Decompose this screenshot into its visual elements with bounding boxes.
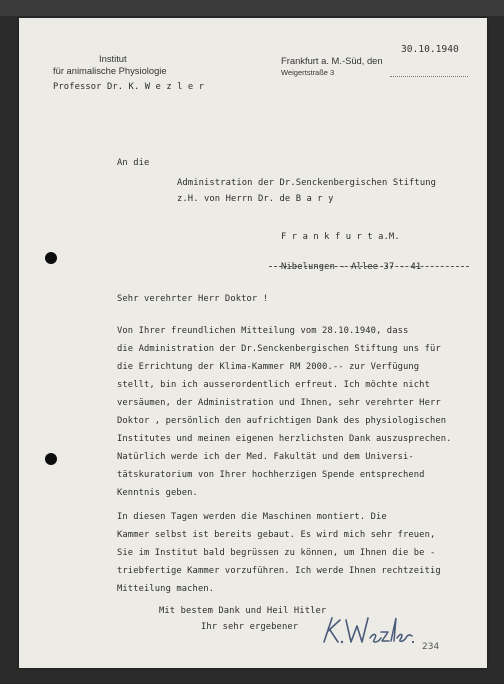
handwritten-signature [318, 612, 416, 650]
institute-name-line1: Institut [99, 53, 127, 64]
recipient-to: An die [117, 158, 150, 168]
body-line: die Errichtung der Klima-Kammer RM 2000.-- zur Verfügung [117, 362, 420, 372]
scanner-top-strip [0, 0, 504, 16]
body-line: Sie im Institut bald begrüssen zu können, um Ihnen die be - [117, 548, 436, 558]
closing-line1: Mit bestem Dank und Heil Hitler [159, 606, 327, 616]
letter-page [19, 18, 487, 668]
closing-line2: Ihr sehr ergebener [201, 622, 299, 632]
body-line: Von Ihrer freundlichen Mitteilung vom 28.10.1940, dass [117, 326, 409, 336]
recipient-line2: z.H. von Herrn Dr. de B a r y [177, 194, 334, 204]
body-line: versäumen, der Administration und Ihnen, sehr verehrter Herr [117, 398, 441, 408]
professor-name: Professor Dr. K. W e z l e r [53, 82, 205, 92]
body-line: stellt, bin ich ausserordentlich erfreut. Ich möchte nicht [117, 380, 430, 390]
punch-hole-bottom [45, 453, 57, 465]
body-line: Doktor , persönlich den aufrichtigen Dank des physiologischen [117, 416, 447, 426]
punch-hole-top [45, 252, 57, 264]
recipient-city: F r a n k f u r t a.M. [281, 232, 400, 242]
body-line: Kammer selbst ist bereits gebaut. Es wird mich sehr freuen, [117, 530, 436, 540]
body-line: Institutes und meinen eigenen herzlichsten Dank auszusprechen. [117, 434, 452, 444]
letterhead-place: Frankfurt a. M.-Süd, den [281, 55, 383, 66]
body-line: Mitteilung machen. [117, 584, 215, 594]
body-line: tätskuratorium von Ihrer hochherzigen Spende entsprechend [117, 470, 425, 480]
body-line: triebfertige Kammer vorzuführen. Ich werde Ihnen rechtzeitig [117, 566, 441, 576]
salutation: Sehr verehrter Herr Doktor ! [117, 294, 269, 304]
recipient-line1: Administration der Dr.Senckenbergischen Stiftung [177, 178, 437, 188]
body-line: Kenntnis geben. [117, 488, 198, 498]
recipient-street: Nibelungen - Allee 37 - 41 [281, 262, 422, 272]
body-line: Natürlich werde ich der Med. Fakultät und dem Universi- [117, 452, 414, 462]
page-number: 234 [422, 642, 440, 652]
letterhead-street: Weigertstraße 3 [281, 68, 335, 77]
date-dotted-line [390, 76, 468, 77]
body-line: die Administration der Dr.Senckenbergischen Stiftung uns für [117, 344, 441, 354]
body-line: In diesen Tagen werden die Maschinen montiert. Die [117, 512, 387, 522]
letter-date: 30.10.1940 [401, 44, 459, 55]
institute-name-line2: für animalische Physiologie [53, 65, 167, 76]
